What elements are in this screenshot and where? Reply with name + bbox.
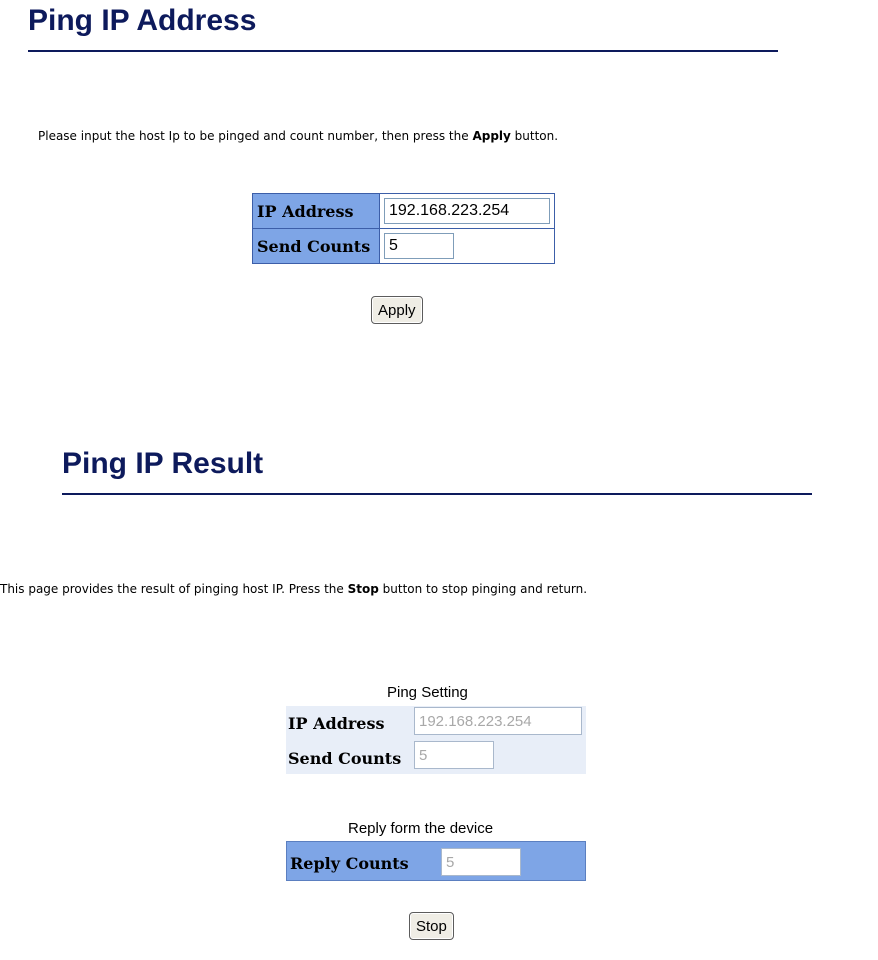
ping-setting-caption: Ping Setting: [387, 684, 468, 701]
desc-bold-stop: Stop: [347, 582, 379, 596]
ping-result-description: [0, 583, 587, 595]
ip-address-cell: [380, 194, 555, 229]
reply-counts-label: Reply Counts: [290, 854, 409, 873]
result-desc-text-start: This page provides the result of pinging host IP. Press the: [0, 582, 348, 596]
send-counts-row: [253, 229, 555, 264]
desc-text-start: Please input the host Ip to be pinged and count number, then press the: [38, 129, 473, 143]
ping-setup-table: [252, 193, 555, 264]
reply-caption: Reply form the device: [348, 820, 494, 837]
ping-address-title: Ping IP Address: [28, 4, 257, 37]
ip-address-input[interactable]: [384, 198, 550, 224]
send-counts-input[interactable]: [384, 233, 454, 259]
ping-address-description: [38, 130, 558, 142]
reply-counts-input: [441, 848, 521, 876]
send-counts-label: Send Counts: [253, 229, 380, 264]
result-desc-text-end: button to stop pinging and return.: [378, 582, 588, 596]
result-send-counts-input: [414, 741, 494, 769]
result-send-counts-label: Send Counts: [288, 749, 402, 768]
ping-result-title: Ping IP Result: [62, 447, 264, 480]
send-counts-cell: [380, 229, 555, 264]
apply-button[interactable]: Apply: [371, 296, 423, 324]
desc-bold-apply: Apply: [472, 129, 511, 143]
stop-button[interactable]: Stop: [409, 912, 454, 940]
result-title-underline: [62, 493, 812, 495]
ip-address-row: [253, 194, 555, 229]
desc-text-end: button.: [510, 129, 559, 143]
result-ip-address-label: IP Address: [288, 714, 385, 733]
result-ip-address-input: [414, 707, 582, 735]
ip-address-label: IP Address: [253, 194, 380, 229]
title-underline: [28, 50, 778, 52]
